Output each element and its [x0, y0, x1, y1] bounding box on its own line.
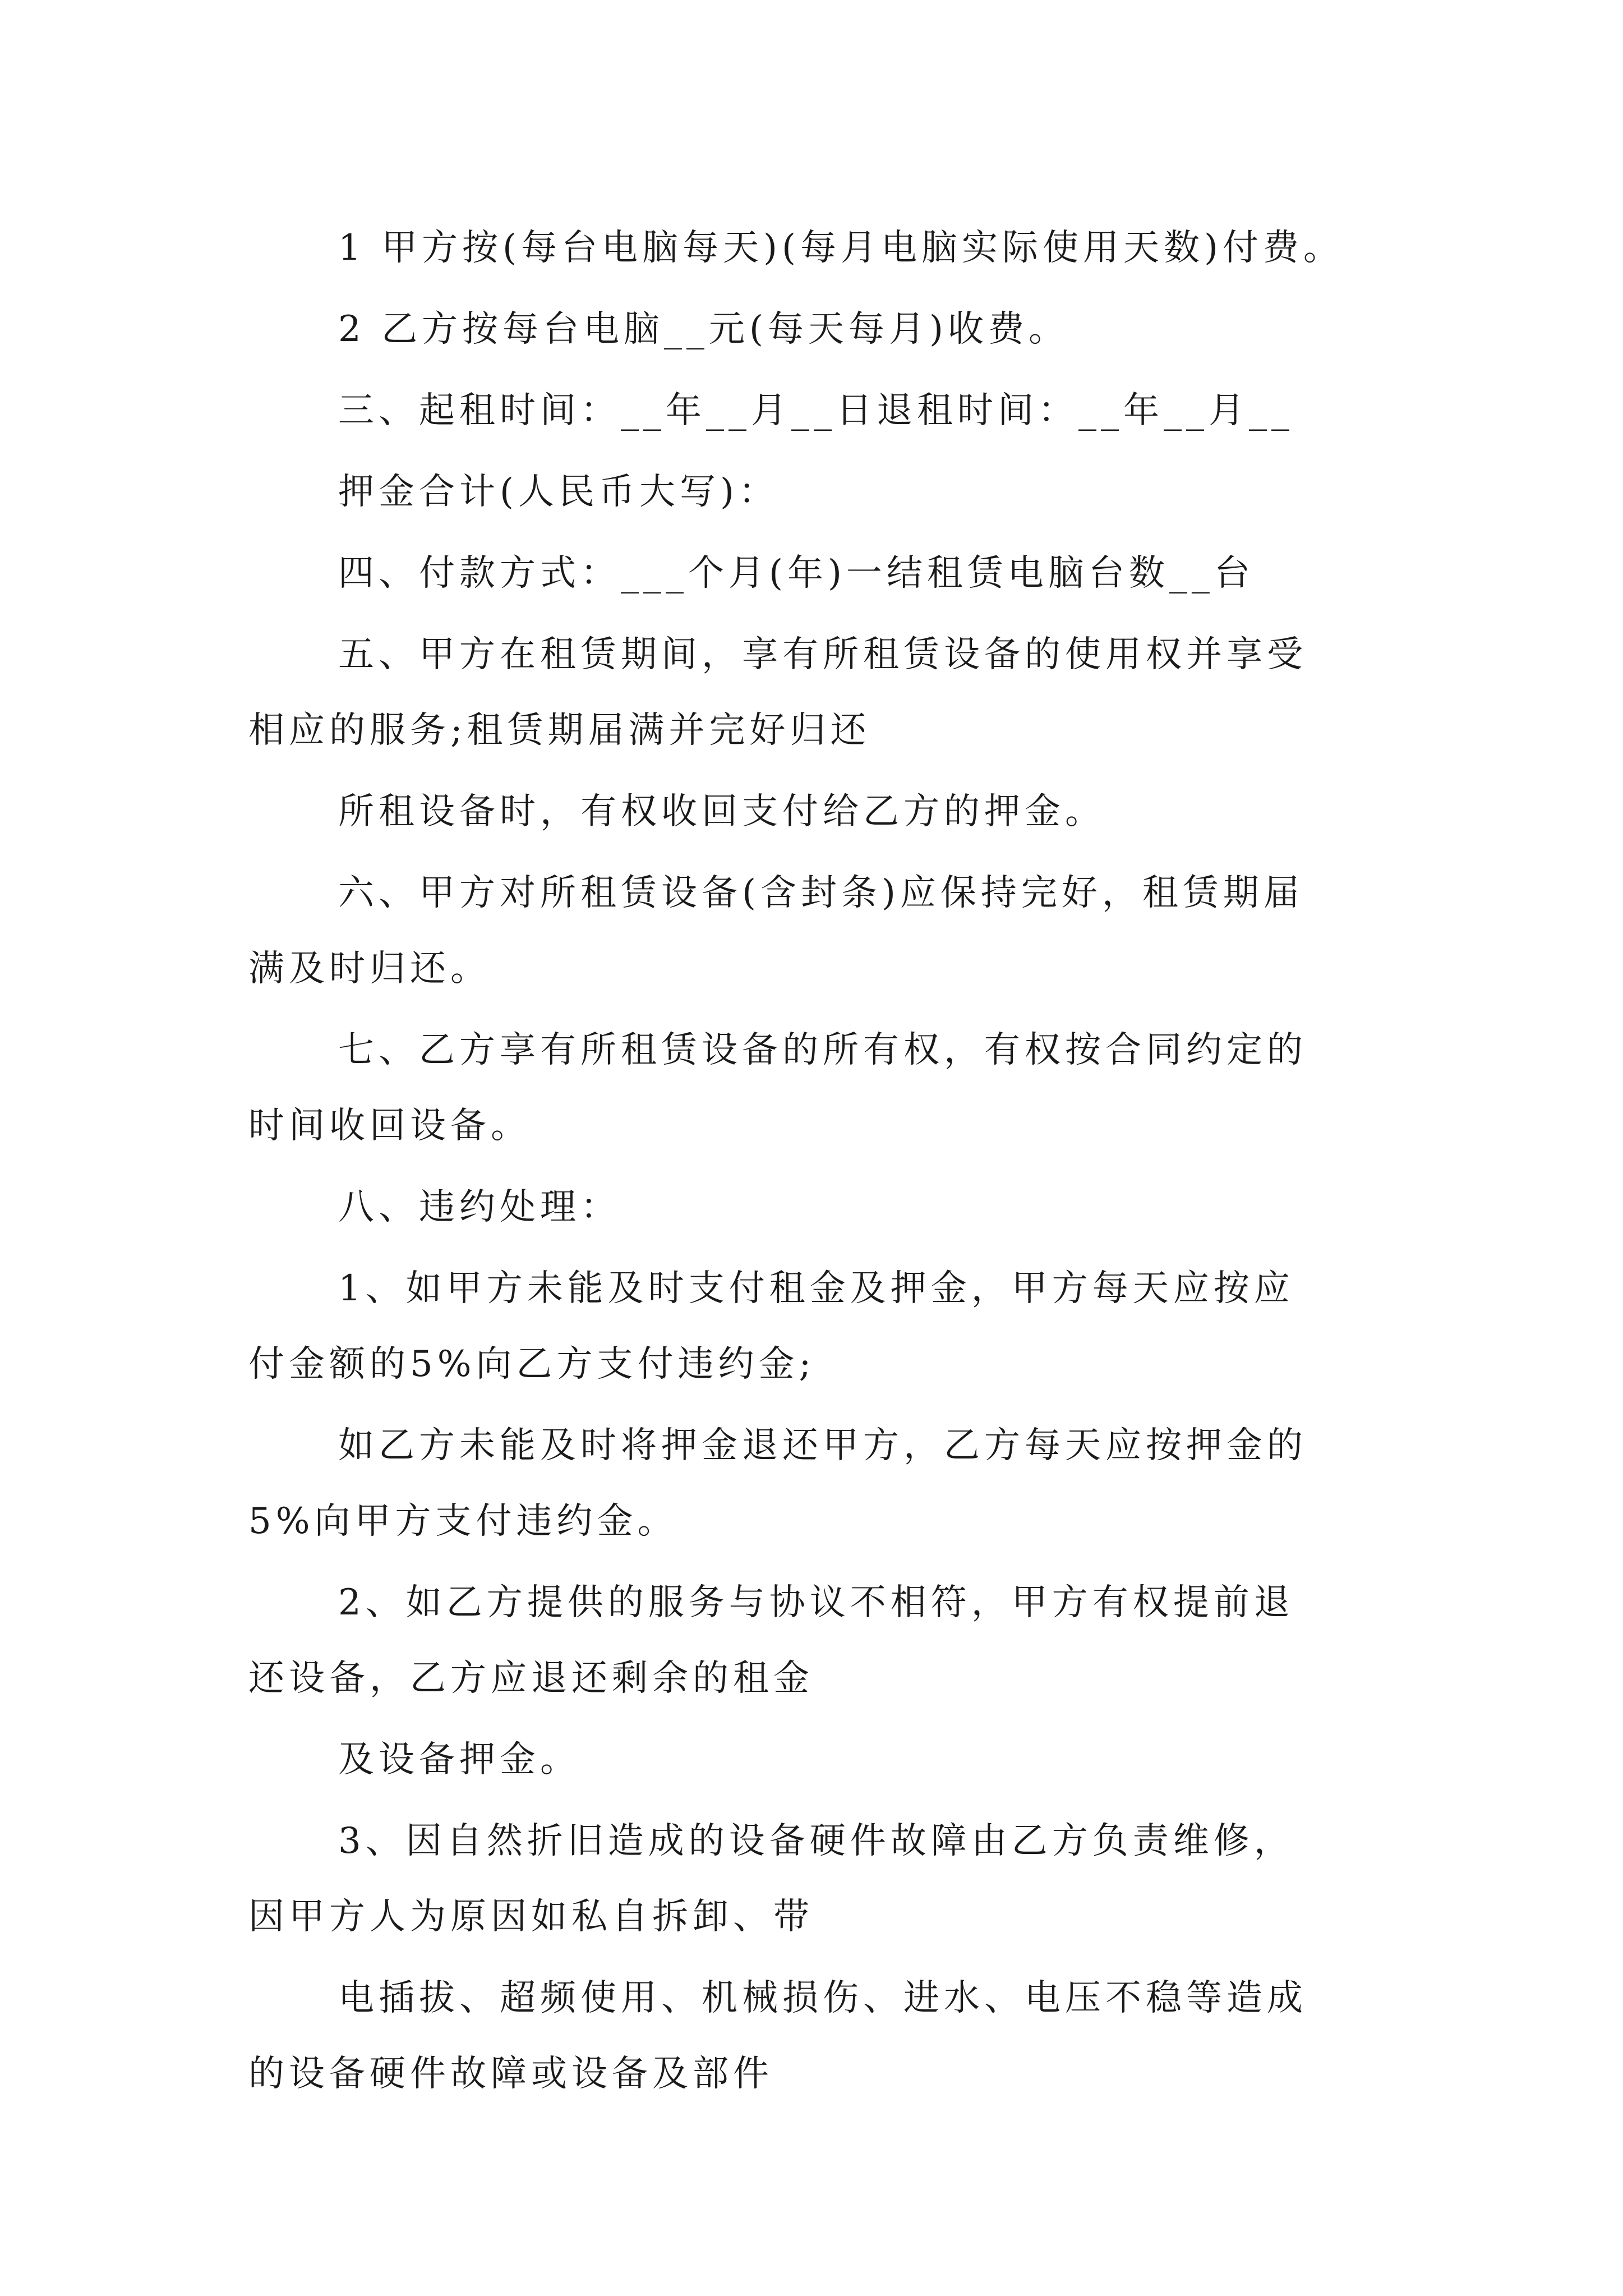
- document-line: 四、付款方式：___个月(年)一结租赁电脑台数__台: [338, 553, 1255, 594]
- document-line: 押金合计(人民币大写)：: [338, 471, 779, 513]
- document-line: 三、起租时间：__年__月__日退租时间：__年__月__: [338, 390, 1294, 431]
- document-line: 五、甲方在租赁期间，享有所租赁设备的使用权并享受: [338, 634, 1307, 675]
- document-line: 七、乙方享有所租赁设备的所有权，有权按合同约定的: [338, 1029, 1307, 1071]
- document-line: 2 乙方按每台电脑__元(每天每月)收费。: [338, 309, 1069, 350]
- document-line: 还设备，乙方应退还剩余的租金: [248, 1658, 814, 1699]
- document-line: 1、如甲方未能及时支付租金及押金，甲方每天应按应: [338, 1268, 1294, 1309]
- document-line: 相应的服务;租赁期届满并完好归还: [248, 710, 871, 751]
- document-line: 所租设备时，有权收回支付给乙方的押金。: [338, 791, 1105, 832]
- document-line: 2、如乙方提供的服务与协议不相符，甲方有权提前退: [338, 1582, 1294, 1623]
- document-line: 1 甲方按(每台电脑每天)(每月电脑实际使用天数)付费。: [338, 227, 1344, 269]
- document-line: 如乙方未能及时将押金退还甲方，乙方每天应按押金的: [338, 1425, 1307, 1466]
- document-line: 满及时归还。: [248, 948, 491, 990]
- document-line: 5%向甲方支付违约金。: [248, 1501, 678, 1542]
- document-body: [248, 208, 1387, 2115]
- document-line: 八、违约处理：: [338, 1186, 621, 1228]
- document-line: 3、因自然折旧造成的设备硬件故障由乙方负责维修，: [338, 1820, 1294, 1862]
- document-line: 付金额的5%向乙方支付违约金;: [248, 1343, 816, 1385]
- document-line: 六、甲方对所租赁设备(含封条)应保持完好，租赁期届: [338, 872, 1304, 914]
- document-line: 的设备硬件故障或设备及部件: [248, 2053, 773, 2095]
- document-line: 因甲方人为原因如私自拆卸、带: [248, 1896, 814, 1938]
- document-line: 及设备押金。: [338, 1739, 580, 1780]
- document-line: 时间收回设备。: [248, 1105, 531, 1147]
- document-line: 电插拔、超频使用、机械损伤、进水、电压不稳等造成: [338, 1977, 1307, 2019]
